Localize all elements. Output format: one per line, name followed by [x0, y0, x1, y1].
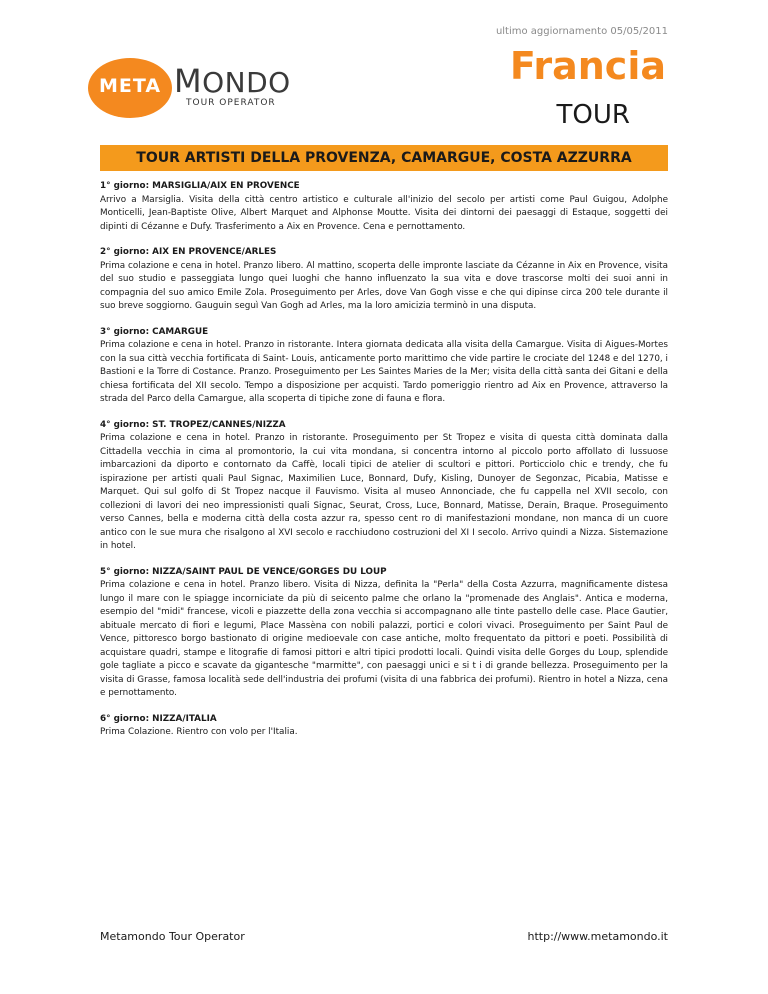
logo-mondo-text — [174, 62, 291, 100]
logo-meta-text: META — [98, 75, 162, 97]
logo-mondo-initial: M — [174, 62, 203, 100]
day-text: Arrivo a Marsiglia. Visita della città centro artistico e culturale all'inizio del secolo per artisti come Paul Guigou, Adolphe Monticelli, Jean-Baptiste Olive, Albert Marquet and Alphonse Moutte. Visita dei dintorni dei paesaggi di Estaque, soggetti dei dipinti di Cézanne e Dufy. Trasferimento a Aix en Provence. Cena e pernottamento. — [100, 194, 668, 232]
last-updated: ultimo aggiornamento 05/05/2011 — [495, 26, 668, 37]
footer-url-link[interactable]: http://www.metamondo.it — [527, 930, 668, 943]
day-title: 6° giorno: NIZZA/ITALIA — [100, 713, 217, 724]
itinerary-day — [100, 246, 668, 314]
day-title: 5° giorno: NIZZA/SAINT PAUL DE VENCE/GORGES DU LOUP — [100, 566, 387, 577]
day-text: Prima colazione e cena in hotel. Pranzo in ristorante. Proseguimento per St Tropez e visita di questa città dominata dalla Cittadella vecchia in cima al promontorio, la cui vita mondana, si concentra intorno al piccolo porto affollato di lussuose imbarcazioni da diporto e contornato da Caffè, locali tipici de atelier di scultori e pittori. Porticciolo chic e trendy, che fu ispirazione per artisti quali Paul Signac, Maximilien Luce, Bonnard, Dufy, Kisling, Dunoyer de Segonzac, Picabia, Matisse e Marquet. Qui sul golfo di St Tropez nacque il Fauvismo. Visita al museo Annonciade, che fu cappella nel XVII secolo, con collezioni di lavori dei neo impressionisti quali Signac, Seurat, Cross, Luce, Bonnard, Matisse, Derain, Braque. Proseguimento verso Cannes, bella e moderna città della costa azzur ra, spesso cent ro di manifestazioni mondane, non manca di un cuore antico con le sue mura che risalgono al XVI secolo e racchiudono costruzioni del XI I secolo. Arrivo quindi a Nizza. Sistemazione in hotel. — [100, 433, 668, 551]
logo-meta-circle — [88, 58, 172, 118]
page-title: Francia — [509, 44, 666, 88]
day-title: 4° giorno: ST. TROPEZ/CANNES/NIZZA — [100, 419, 286, 430]
day-text: Prima colazione e cena in hotel. Pranzo libero. Visita di Nizza, definita la "Perla" della Costa Azzurra, magnificamente distesa lungo il mare con le spiagge incorniciate da più di seicento palme che orlano la "promenade des Anglais". Antica e moderna, esempio del "midi" francese, vicoli e piazzette della zona vecchia si accompagnano alle tinte pastello delle case. Place Gautier, abituale mercato di fiori e legumi, Place Massèna con nobili palazzi, portici e colori vivaci. Proseguimento per Saint Paul de Vence, pittoresco borgo bastionato di origine medioevale con case antiche, molto frequentato da pittori e poeti. Possibilità di acquistare quadri, stampe e litografie di famosi pittori e altri tipici prodotti locali. Quindi visita delle Gorges du Loup, splendide gole tagliate a picco e scavate da gigantesche "marmitte", con paesaggi unici e si t i di grande bellezza. Proseguimento per la visita di Grasse, famosa località sede dell'industria dei profumi (visita di una fabbrica dei profumi). Rientro in hotel a Nizza, cena e pernottamento. — [100, 580, 668, 698]
itinerary-day — [100, 566, 668, 701]
page-subtitle: TOUR — [556, 100, 630, 130]
metamondo-logo — [88, 58, 308, 118]
tour-title-banner: TOUR ARTISTI DELLA PROVENZA, CAMARGUE, COSTA AZZURRA — [100, 145, 668, 171]
itinerary — [100, 180, 668, 752]
itinerary-day — [100, 180, 668, 234]
day-title: 1° giorno: MARSIGLIA/AIX EN PROVENCE — [100, 181, 300, 191]
itinerary-day — [100, 419, 668, 554]
day-text: Prima colazione e cena in hotel. Pranzo in ristorante. Intera giornata dedicata alla visita della Camargue. Visita di Aigues-Mortes con la sua città vecchia fortificata di Saint- Louis, anticamente porto marittimo che vide partire le crociate del 1248 e del 1270, i Bastioni e la Torre di Costance. Pranzo. Proseguimento per Les Saintes Maries de la Mer; visita della città santa dei Gitani e della chiesa fortificata del XII secolo. Tempo a disposizione per acquisti. Tardo pomeriggio rientro ad Aix en Provence, attraverso la strada del Parco della Camargue, alla scoperta di tipiche zone di fauna e flora. — [100, 340, 668, 404]
day-text: Prima colazione e cena in hotel. Pranzo libero. Al mattino, scoperta delle impronte lasciate da Cézanne in Aix en Provence, visita del suo studio e passeggiata lungo quei luoghi che hanno influenzato la sua vita e dove trascorse molti dei suoi anni in compagnia del suo amico Emile Zola. Proseguimento per Arles, dove Van Gogh visse e che qui dipinse circa 200 tele durante il suo breve soggiorno. Gauguin seguì Van Gogh ad Arles, ma la loro amicizia terminò in una disputa. — [100, 260, 668, 311]
day-text: Prima Colazione. Rientro con volo per l'Italia. — [100, 727, 298, 737]
footer-company: Metamondo Tour Operator — [100, 930, 245, 943]
itinerary-day — [100, 713, 668, 740]
day-title: 2° giorno: AIX EN PROVENCE/ARLES — [100, 247, 277, 257]
logo-tour-operator: TOUR OPERATOR — [186, 98, 276, 108]
itinerary-day — [100, 326, 668, 407]
day-title: 3° giorno: CAMARGUE — [100, 326, 209, 337]
logo-mondo-rest: ONDO — [202, 66, 291, 99]
